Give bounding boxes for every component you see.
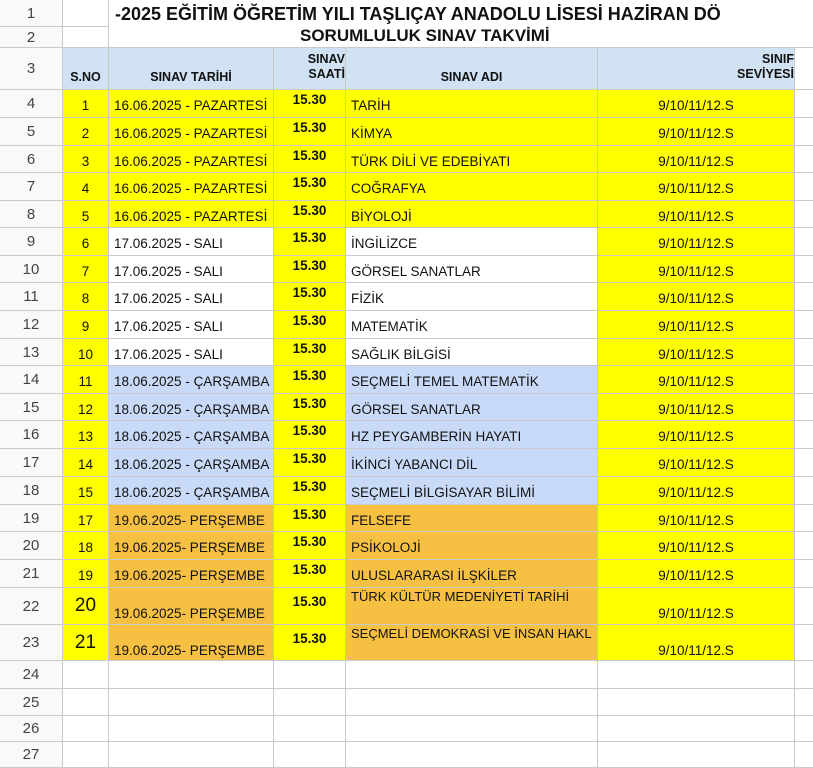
cell-empty[interactable] — [795, 689, 813, 716]
cell-empty[interactable] — [63, 742, 109, 768]
cell-exam-name[interactable]: ULUSLARARASI İLŞKİLER — [346, 560, 598, 588]
table-row — [0, 532, 813, 560]
sheet-row — [0, 716, 813, 742]
cell-empty[interactable] — [795, 146, 813, 173]
cell-exam-date[interactable]: 19.06.2025- PERŞEMBE — [109, 560, 274, 588]
row-number[interactable]: 15 — [0, 394, 63, 421]
row-number[interactable]: 24 — [0, 661, 63, 689]
cell-exam-no[interactable]: 13 — [63, 421, 109, 449]
table-row — [0, 228, 813, 256]
cell-exam-date[interactable]: 16.06.2025 - PAZARTESİ — [109, 118, 274, 146]
cell-empty[interactable] — [795, 477, 813, 505]
cell-exam-level[interactable]: 9/10/11/12.S — [598, 283, 795, 311]
cell-exam-level[interactable]: 9/10/11/12.S — [598, 588, 795, 625]
cell-exam-date[interactable]: 18.06.2025 - ÇARŞAMBA — [109, 477, 274, 505]
cell-exam-level[interactable]: 9/10/11/12.S — [598, 421, 795, 449]
cell-empty[interactable] — [795, 421, 813, 449]
cell-exam-no[interactable]: 21 — [63, 625, 109, 661]
cell-exam-date[interactable]: 18.06.2025 - ÇARŞAMBA — [109, 366, 274, 394]
cell-exam-no[interactable]: 6 — [63, 228, 109, 256]
cell-empty[interactable] — [795, 742, 813, 768]
row-number[interactable]: 18 — [0, 477, 63, 505]
cell-empty[interactable] — [346, 716, 598, 742]
row-number[interactable]: 19 — [0, 505, 63, 532]
cell-empty[interactable] — [795, 625, 813, 661]
cell-exam-date[interactable]: 18.06.2025 - ÇARŞAMBA — [109, 394, 274, 421]
cell-exam-time[interactable]: 15.30 — [274, 366, 346, 394]
row-number[interactable]: 6 — [0, 146, 63, 173]
row-number[interactable]: 13 — [0, 339, 63, 366]
cell-empty[interactable] — [63, 661, 109, 689]
cell-exam-name[interactable]: FELSEFE — [346, 505, 598, 532]
cell-exam-level[interactable]: 9/10/11/12.S — [598, 339, 795, 366]
header-time-line1: SINAV — [307, 51, 345, 66]
cell-empty[interactable] — [346, 689, 598, 716]
table-row — [0, 588, 813, 625]
cell-exam-level[interactable]: 9/10/11/12.S — [598, 311, 795, 339]
cell-exam-time[interactable]: 15.30 — [274, 90, 346, 118]
cell-exam-name[interactable]: SEÇMELİ TEMEL MATEMATİK — [346, 366, 598, 394]
cell-exam-name[interactable]: TARİH — [346, 90, 598, 118]
header-row — [0, 48, 813, 90]
cell-empty[interactable] — [274, 742, 346, 768]
cell-exam-no[interactable]: 1 — [63, 90, 109, 118]
cell-exam-time[interactable]: 15.30 — [274, 201, 346, 228]
cell-empty[interactable] — [109, 742, 274, 768]
cell-exam-name[interactable]: TÜRK KÜLTÜR MEDENİYETİ TARİHİ — [346, 588, 598, 625]
cell-empty[interactable] — [598, 689, 795, 716]
row-number[interactable]: 21 — [0, 560, 63, 588]
cell-exam-level[interactable]: 9/10/11/12.S — [598, 477, 795, 505]
header-level-line1: SINIF — [762, 51, 794, 66]
cell-empty[interactable] — [109, 661, 274, 689]
cell-empty[interactable] — [795, 228, 813, 256]
cell-exam-date[interactable]: 17.06.2025 - SALI — [109, 283, 274, 311]
header-time-line2: SAATİ — [308, 66, 345, 81]
cell-empty[interactable] — [598, 716, 795, 742]
table-row — [0, 173, 813, 201]
cell-exam-no[interactable]: 14 — [63, 449, 109, 477]
cell-exam-name[interactable]: GÖRSEL SANATLAR — [346, 394, 598, 421]
cell-exam-time[interactable]: 15.30 — [274, 588, 346, 625]
row-number[interactable]: 4 — [0, 90, 63, 118]
cell-exam-time[interactable]: 15.30 — [274, 173, 346, 201]
cell-empty[interactable] — [795, 118, 813, 146]
cell-empty[interactable] — [795, 283, 813, 311]
sheet-row — [0, 742, 813, 768]
row-number[interactable]: 5 — [0, 118, 63, 146]
cell-empty[interactable] — [274, 689, 346, 716]
cell-empty[interactable] — [795, 311, 813, 339]
sheet-row — [0, 689, 813, 716]
row-number[interactable]: 9 — [0, 228, 63, 256]
cell-empty[interactable] — [795, 366, 813, 394]
cell-exam-no[interactable]: 12 — [63, 394, 109, 421]
cell-exam-level[interactable]: 9/10/11/12.S — [598, 228, 795, 256]
row-number[interactable]: 17 — [0, 449, 63, 477]
cell-empty[interactable] — [795, 532, 813, 560]
cell-empty[interactable] — [109, 689, 274, 716]
sheet-row — [0, 661, 813, 689]
cell-exam-level[interactable]: 9/10/11/12.S — [598, 449, 795, 477]
cell-exam-no[interactable]: 18 — [63, 532, 109, 560]
table-row — [0, 201, 813, 228]
cell-exam-time[interactable]: 15.30 — [274, 625, 346, 661]
cell-exam-name[interactable]: TÜRK DİLİ VE EDEBİYATI — [346, 146, 598, 173]
table-row — [0, 505, 813, 532]
cell-exam-time[interactable]: 15.30 — [274, 311, 346, 339]
cell-exam-date[interactable]: 16.06.2025 - PAZARTESİ — [109, 90, 274, 118]
cell-empty[interactable] — [795, 505, 813, 532]
cell-exam-date[interactable]: 18.06.2025 - ÇARŞAMBA — [109, 449, 274, 477]
cell-exam-time[interactable]: 15.30 — [274, 505, 346, 532]
cell-exam-no[interactable]: 2 — [63, 118, 109, 146]
cell-exam-name[interactable]: COĞRAFYA — [346, 173, 598, 201]
row-number[interactable]: 27 — [0, 742, 63, 768]
row-number[interactable]: 14 — [0, 366, 63, 394]
cell-empty[interactable] — [795, 48, 813, 90]
cell-exam-no[interactable]: 20 — [63, 588, 109, 625]
cell-exam-date[interactable]: 17.06.2025 - SALI — [109, 256, 274, 283]
cell-exam-no[interactable]: 15 — [63, 477, 109, 505]
cell-exam-level[interactable]: 9/10/11/12.S — [598, 625, 795, 661]
cell-empty[interactable] — [274, 716, 346, 742]
cell-exam-level[interactable]: 9/10/11/12.S — [598, 146, 795, 173]
row-number[interactable]: 16 — [0, 421, 63, 449]
row-number[interactable]: 26 — [0, 716, 63, 742]
cell-exam-date[interactable]: 19.06.2025- PERŞEMBE — [109, 588, 274, 625]
cell-exam-level[interactable]: 9/10/11/12.S — [598, 366, 795, 394]
cell-exam-no[interactable]: 17 — [63, 505, 109, 532]
row-number[interactable]: 25 — [0, 689, 63, 716]
cell-empty[interactable] — [598, 661, 795, 689]
row-number[interactable]: 22 — [0, 588, 63, 625]
cell-empty[interactable] — [795, 256, 813, 283]
cell-exam-name[interactable]: FİZİK — [346, 283, 598, 311]
cell-empty[interactable] — [795, 560, 813, 588]
cell-empty[interactable] — [795, 394, 813, 421]
cell-exam-level[interactable]: 9/10/11/12.S — [598, 201, 795, 228]
header-level-line2: SEVİYESİ — [737, 66, 794, 81]
cell-exam-time[interactable]: 15.30 — [274, 283, 346, 311]
cell-exam-time[interactable]: 15.30 — [274, 256, 346, 283]
cell-empty[interactable] — [795, 90, 813, 118]
cell-exam-name[interactable]: MATEMATİK — [346, 311, 598, 339]
table-row — [0, 146, 813, 173]
row-number[interactable]: 11 — [0, 283, 63, 311]
header-time[interactable] — [274, 48, 346, 90]
cell-exam-name[interactable]: GÖRSEL SANATLAR — [346, 256, 598, 283]
header-date[interactable]: SINAV TARİHİ — [109, 48, 274, 90]
cell-empty[interactable] — [63, 0, 109, 27]
cell-exam-no[interactable]: 3 — [63, 146, 109, 173]
cell-empty[interactable] — [274, 661, 346, 689]
header-name[interactable]: SINAV ADI — [346, 48, 598, 90]
cell-empty[interactable] — [795, 201, 813, 228]
row-number[interactable]: 12 — [0, 311, 63, 339]
table-row — [0, 256, 813, 283]
table-row — [0, 283, 813, 311]
cell-exam-name[interactable]: SEÇMELİ BİLGİSAYAR BİLİMİ — [346, 477, 598, 505]
row-number[interactable]: 7 — [0, 173, 63, 201]
cell-exam-no[interactable]: 5 — [63, 201, 109, 228]
cell-exam-level[interactable]: 9/10/11/12.S — [598, 394, 795, 421]
table-row — [0, 421, 813, 449]
cell-exam-name[interactable]: SEÇMELİ DEMOKRASİ VE İNSAN HAKL — [346, 625, 598, 661]
cell-exam-level[interactable]: 9/10/11/12.S — [598, 256, 795, 283]
table-row — [0, 90, 813, 118]
cell-exam-level[interactable]: 9/10/11/12.S — [598, 560, 795, 588]
cell-empty[interactable] — [795, 716, 813, 742]
cell-exam-name[interactable]: HZ PEYGAMBERİN HAYATI — [346, 421, 598, 449]
header-no[interactable]: S.NO — [63, 48, 109, 90]
cell-exam-time[interactable]: 15.30 — [274, 477, 346, 505]
cell-exam-no[interactable]: 9 — [63, 311, 109, 339]
cell-empty[interactable] — [795, 661, 813, 689]
cell-empty[interactable] — [346, 742, 598, 768]
cell-exam-time[interactable]: 15.30 — [274, 146, 346, 173]
row-number[interactable]: 2 — [0, 27, 63, 48]
cell-exam-date[interactable]: 16.06.2025 - PAZARTESİ — [109, 201, 274, 228]
cell-exam-time[interactable]: 15.30 — [274, 339, 346, 366]
cell-empty[interactable] — [795, 173, 813, 201]
cell-empty[interactable] — [63, 716, 109, 742]
cell-exam-date[interactable]: 16.06.2025 - PAZARTESİ — [109, 146, 274, 173]
cell-exam-name[interactable]: SAĞLIK BİLGİSİ — [346, 339, 598, 366]
row-number[interactable]: 8 — [0, 201, 63, 228]
table-row — [0, 394, 813, 421]
cell-exam-level[interactable]: 9/10/11/12.S — [598, 505, 795, 532]
cell-exam-date[interactable]: 17.06.2025 - SALI — [109, 311, 274, 339]
cell-exam-time[interactable]: 15.30 — [274, 394, 346, 421]
cell-exam-level[interactable]: 9/10/11/12.S — [598, 118, 795, 146]
cell-exam-date[interactable]: 18.06.2025 - ÇARŞAMBA — [109, 421, 274, 449]
row-number[interactable]: 3 — [0, 48, 63, 90]
cell-exam-date[interactable]: 19.06.2025- PERŞEMBE — [109, 532, 274, 560]
header-level[interactable] — [598, 48, 795, 90]
cell-exam-no[interactable]: 4 — [63, 173, 109, 201]
cell-exam-time[interactable]: 15.30 — [274, 560, 346, 588]
cell-exam-name[interactable]: BİYOLOJİ — [346, 201, 598, 228]
table-row — [0, 339, 813, 366]
cell-exam-name[interactable]: PSİKOLOJİ — [346, 532, 598, 560]
table-row — [0, 311, 813, 339]
cell-exam-time[interactable]: 15.30 — [274, 118, 346, 146]
cell-exam-no[interactable]: 11 — [63, 366, 109, 394]
table-row — [0, 366, 813, 394]
cell-empty[interactable] — [63, 27, 109, 48]
table-row — [0, 477, 813, 505]
row-number[interactable]: 10 — [0, 256, 63, 283]
cell-exam-name[interactable]: İKİNCİ YABANCI DİL — [346, 449, 598, 477]
sheet-title-line2: SORUMLULUK SINAV TAKVİMİ — [300, 26, 550, 45]
sheet-title-line1: -2025 EĞİTİM ÖĞRETİM YILI TAŞLIÇAY ANADOLU LİSESİ HAZİRAN DÖ — [115, 4, 721, 24]
cell-exam-no[interactable]: 8 — [63, 283, 109, 311]
cell-exam-name[interactable]: KİMYA — [346, 118, 598, 146]
cell-empty[interactable] — [346, 661, 598, 689]
cell-empty[interactable] — [598, 742, 795, 768]
cell-empty[interactable] — [63, 689, 109, 716]
table-row — [0, 449, 813, 477]
cell-exam-time[interactable]: 15.30 — [274, 421, 346, 449]
cell-exam-date[interactable]: 17.06.2025 - SALI — [109, 228, 274, 256]
cell-exam-date[interactable]: 19.06.2025- PERŞEMBE — [109, 625, 274, 661]
table-row — [0, 560, 813, 588]
row-number[interactable]: 20 — [0, 532, 63, 560]
cell-exam-date[interactable]: 19.06.2025- PERŞEMBE — [109, 505, 274, 532]
cell-empty[interactable] — [109, 716, 274, 742]
cell-exam-time[interactable]: 15.30 — [274, 449, 346, 477]
table-row — [0, 118, 813, 146]
cell-exam-no[interactable]: 7 — [63, 256, 109, 283]
cell-empty[interactable] — [795, 449, 813, 477]
cell-exam-time[interactable]: 15.30 — [274, 532, 346, 560]
cell-exam-name[interactable]: İNGİLİZCE — [346, 228, 598, 256]
cell-exam-date[interactable]: 16.06.2025 - PAZARTESİ — [109, 173, 274, 201]
cell-exam-level[interactable]: 9/10/11/12.S — [598, 532, 795, 560]
row-number[interactable]: 23 — [0, 625, 63, 661]
table-row — [0, 625, 813, 661]
cell-empty[interactable] — [795, 339, 813, 366]
cell-exam-time[interactable]: 15.30 — [274, 228, 346, 256]
cell-exam-level[interactable]: 9/10/11/12.S — [598, 173, 795, 201]
row-number[interactable]: 1 — [0, 0, 63, 27]
cell-exam-level[interactable]: 9/10/11/12.S — [598, 90, 795, 118]
cell-exam-date[interactable]: 17.06.2025 - SALI — [109, 339, 274, 366]
cell-exam-no[interactable]: 19 — [63, 560, 109, 588]
cell-empty[interactable] — [795, 588, 813, 625]
cell-exam-no[interactable]: 10 — [63, 339, 109, 366]
